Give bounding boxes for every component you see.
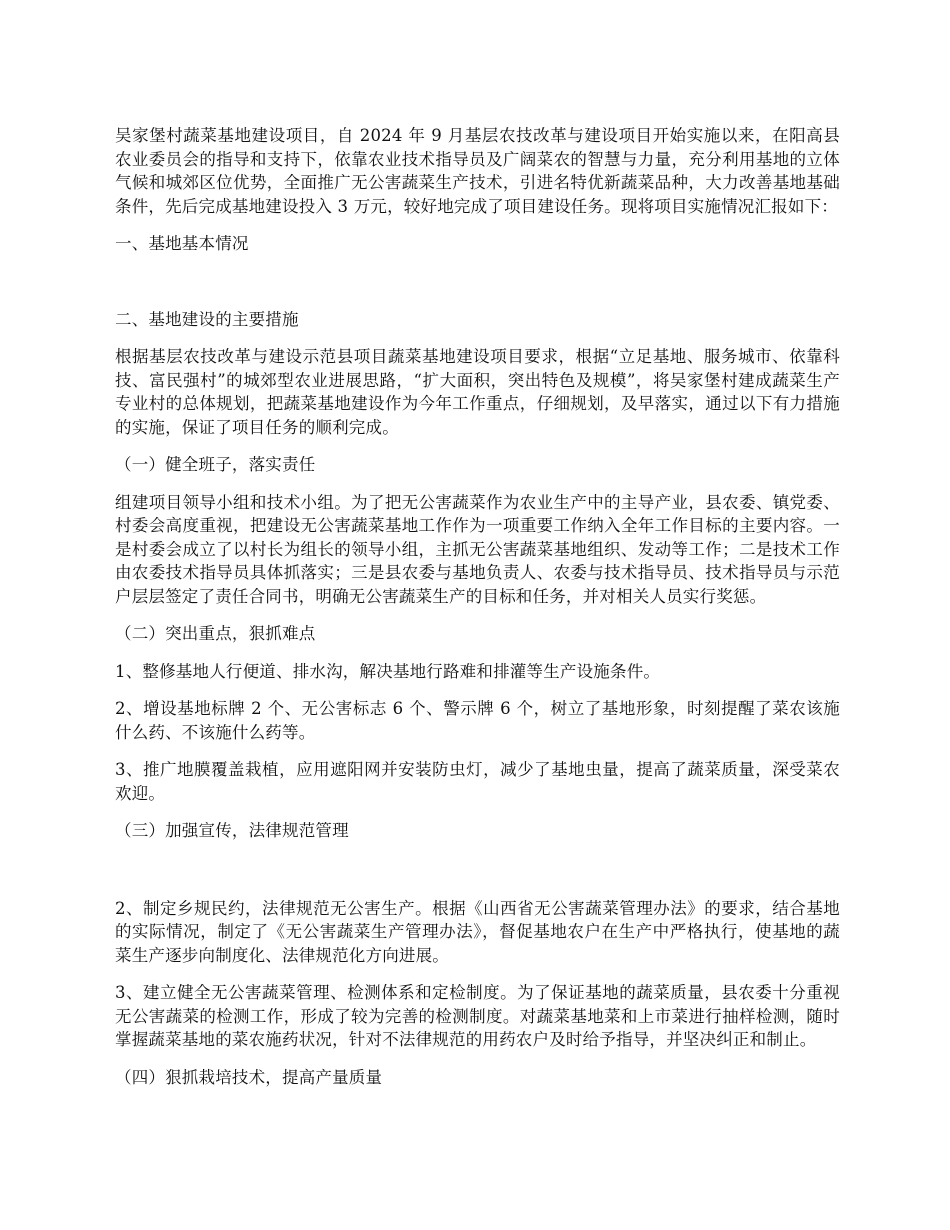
subsection3-item-2: 2、制定乡规民约，法律规范无公害生产。根据《山西省无公害蔬菜管理办法》的要求，结合基地的实际情况，制定了《无公害蔬菜生产管理办法》，督促基地农户在生产中严格执行，使基地的蔬菜生产逐步向制度化、法律规范化方向进展。 [115,898,840,965]
section1-heading: 一、基地基本情况 [115,234,249,253]
subsection1-paragraph: 组建项目领导小组和技术小组。为了把无公害蔬菜作为农业生产中的主导产业，县农委、镇党委、村委会高度重视，把建设无公害蔬菜基地工作作为一项重要工作纳入全年工作目标的主要内容。一是村委会成立了以村长为组长的领导小组，主抓无公害蔬菜基地组织、发动等工作；二是技术工作由农委技术指导员具体抓落实；三是县农委与基地负责人、农委与技术指导员、技术指导员与示范户层层签定了责任合同书，明确无公害蔬菜生产的目标和任务，并对相关人员实行奖惩。 [115,492,840,606]
subsection3-item-3: 3、建立健全无公害蔬菜管理、检测体系和定检制度。为了保证基地的蔬菜质量，县农委十分重视无公害蔬菜的检测工作，形成了较为完善的检测制度。对蔬菜基地菜和上市菜进行抽样检测，随时掌握蔬菜基地的菜农施药状况，针对不法律规范的用药农户及时给予指导，并坚决纠正和制止。 [115,983,840,1049]
subsection3-heading: （三）加强宣传，法律规范管理 [115,821,349,840]
subsection2-item-3: 3、推广地膜覆盖栽植，应用遮阳网并安装防虫灯，减少了基地虫量，提高了蔬菜质量，深受菜农欢迎。 [115,760,840,803]
section1-spacer [115,270,840,308]
subsection2-item-1: 1、整修基地人行便道、排水沟，解决基地行路难和排灌等生产设施条件。 [115,661,661,681]
intro-paragraph: 吴家堡村蔬菜基地建设项目，自 2024 年 9 月基层农技改革与建设项目开始实施以来，在阳高县农业委员会的指导和支持下，依靠农业技术指导员及广阔菜农的智慧与力量，充分利用基地的立体气候和城郊区位优势，全面推广无公害蔬菜生产技术，引进名特优新蔬菜品种，大力改善基地基础条件，先后完成基地建设投入 3 万元，较好地完成了项目建设任务。现将项目实施情况汇报如下： [115,126,840,216]
subsection2-item-2: 2、增设基地标牌 2 个、无公害标志 6 个、警示牌 6 个，树立了基地形象，时刻提醒了菜农该施什么药、不该施什么药等。 [115,699,840,742]
section2-paragraph: 根据基层农技改革与建设示范县项目蔬菜基地建设项目要求，根据“立足基地、服务城市、依靠科技、富民强村”的城郊型农业进展思路，“扩大面积，突出特色及规模”，将吴家堡村建成蔬菜生产专业村的总体规划，把蔬菜基地建设作为今年工作重点，仔细规划，及早落实，通过以下有力措施的实施，保证了项目任务的顺利完成。 [115,347,840,437]
subsection1-heading: （一）健全班子，落实责任 [115,455,316,474]
subsection4-heading: （四）狠抓栽培技术，提高产量质量 [115,1067,383,1087]
subsection2-heading: （二）突出重点，狠抓难点 [115,624,316,643]
subsection3-spacer [115,857,840,897]
section2-heading: 二、基地建设的主要措施 [115,309,299,329]
